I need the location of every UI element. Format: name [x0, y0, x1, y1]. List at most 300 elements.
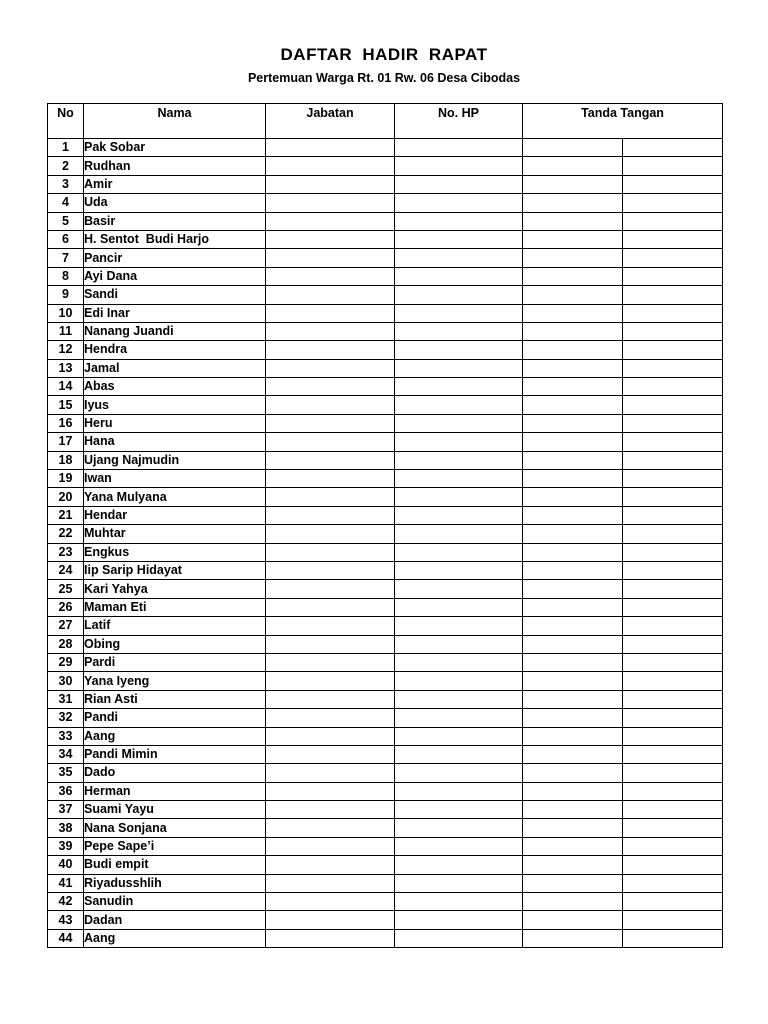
table-row — [48, 230, 723, 248]
cell-jabatan — [266, 470, 395, 488]
cell-nama: Dado — [84, 764, 266, 782]
cell-nama: Ayi Dana — [84, 267, 266, 285]
table-row — [48, 801, 723, 819]
cell-tanda-tangan-left — [523, 157, 623, 175]
cell-nama: Uda — [84, 194, 266, 212]
cell-tanda-tangan-right — [623, 249, 723, 267]
cell-tanda-tangan-right — [623, 267, 723, 285]
cell-no: 9 — [48, 286, 84, 304]
cell-jabatan — [266, 745, 395, 763]
cell-no: 19 — [48, 470, 84, 488]
cell-jabatan — [266, 506, 395, 524]
cell-nama: Heru — [84, 414, 266, 432]
cell-no: 30 — [48, 672, 84, 690]
cell-tanda-tangan-left — [523, 911, 623, 929]
cell-tanda-tangan-right — [623, 727, 723, 745]
cell-nama: Hendra — [84, 341, 266, 359]
cell-tanda-tangan-left — [523, 819, 623, 837]
cell-no: 38 — [48, 819, 84, 837]
cell-no: 43 — [48, 911, 84, 929]
cell-tanda-tangan-right — [623, 322, 723, 340]
table-row — [48, 433, 723, 451]
cell-no: 22 — [48, 525, 84, 543]
cell-no-hp — [395, 561, 523, 579]
cell-tanda-tangan-right — [623, 690, 723, 708]
cell-tanda-tangan-right — [623, 561, 723, 579]
cell-no-hp — [395, 911, 523, 929]
cell-jabatan — [266, 286, 395, 304]
cell-nama: Riyadusshlih — [84, 874, 266, 892]
cell-tanda-tangan-right — [623, 598, 723, 616]
cell-no-hp — [395, 653, 523, 671]
table-row — [48, 194, 723, 212]
cell-tanda-tangan-right — [623, 359, 723, 377]
cell-tanda-tangan-left — [523, 543, 623, 561]
cell-no-hp — [395, 635, 523, 653]
cell-jabatan — [266, 598, 395, 616]
cell-no: 41 — [48, 874, 84, 892]
cell-nama: Pancir — [84, 249, 266, 267]
header-no-hp: No. HP — [395, 104, 523, 139]
cell-no: 20 — [48, 488, 84, 506]
table-row — [48, 396, 723, 414]
cell-tanda-tangan-right — [623, 304, 723, 322]
cell-tanda-tangan-left — [523, 175, 623, 193]
cell-tanda-tangan-left — [523, 525, 623, 543]
cell-jabatan — [266, 157, 395, 175]
cell-jabatan — [266, 635, 395, 653]
cell-no-hp — [395, 672, 523, 690]
cell-no-hp — [395, 194, 523, 212]
table-row — [48, 874, 723, 892]
cell-no: 23 — [48, 543, 84, 561]
cell-tanda-tangan-left — [523, 874, 623, 892]
cell-tanda-tangan-right — [623, 837, 723, 855]
cell-tanda-tangan-right — [623, 819, 723, 837]
cell-no: 13 — [48, 359, 84, 377]
cell-tanda-tangan-right — [623, 543, 723, 561]
document-header — [0, 44, 768, 86]
cell-no-hp — [395, 341, 523, 359]
cell-nama: Pak Sobar — [84, 139, 266, 157]
header-no: No — [48, 104, 84, 139]
cell-nama: Abas — [84, 378, 266, 396]
table-row — [48, 727, 723, 745]
cell-jabatan — [266, 561, 395, 579]
cell-tanda-tangan-right — [623, 580, 723, 598]
cell-jabatan — [266, 175, 395, 193]
cell-no: 40 — [48, 856, 84, 874]
cell-jabatan — [266, 672, 395, 690]
cell-no-hp — [395, 451, 523, 469]
cell-no-hp — [395, 893, 523, 911]
cell-no-hp — [395, 764, 523, 782]
cell-no: 16 — [48, 414, 84, 432]
cell-no: 24 — [48, 561, 84, 579]
cell-nama: Obing — [84, 635, 266, 653]
cell-jabatan — [266, 414, 395, 432]
cell-nama: Maman Eti — [84, 598, 266, 616]
cell-tanda-tangan-left — [523, 359, 623, 377]
cell-no: 7 — [48, 249, 84, 267]
cell-no-hp — [395, 322, 523, 340]
table-row — [48, 414, 723, 432]
cell-nama: Aang — [84, 929, 266, 947]
cell-tanda-tangan-right — [623, 893, 723, 911]
cell-jabatan — [266, 727, 395, 745]
cell-tanda-tangan-right — [623, 709, 723, 727]
cell-tanda-tangan-left — [523, 561, 623, 579]
cell-no: 29 — [48, 653, 84, 671]
cell-tanda-tangan-right — [623, 212, 723, 230]
cell-no: 44 — [48, 929, 84, 947]
cell-tanda-tangan-left — [523, 598, 623, 616]
cell-no: 36 — [48, 782, 84, 800]
cell-nama: Latif — [84, 617, 266, 635]
cell-no: 3 — [48, 175, 84, 193]
cell-no-hp — [395, 304, 523, 322]
cell-jabatan — [266, 893, 395, 911]
cell-no: 15 — [48, 396, 84, 414]
cell-no: 27 — [48, 617, 84, 635]
cell-jabatan — [266, 212, 395, 230]
cell-nama: Kari Yahya — [84, 580, 266, 598]
table-row — [48, 249, 723, 267]
cell-jabatan — [266, 396, 395, 414]
cell-nama: Engkus — [84, 543, 266, 561]
cell-jabatan — [266, 580, 395, 598]
cell-no: 14 — [48, 378, 84, 396]
cell-no-hp — [395, 286, 523, 304]
table-row — [48, 856, 723, 874]
cell-nama: Muhtar — [84, 525, 266, 543]
cell-jabatan — [266, 451, 395, 469]
cell-tanda-tangan-left — [523, 451, 623, 469]
cell-no: 33 — [48, 727, 84, 745]
cell-no: 10 — [48, 304, 84, 322]
table-row — [48, 819, 723, 837]
cell-no-hp — [395, 230, 523, 248]
cell-nama: Sanudin — [84, 893, 266, 911]
cell-jabatan — [266, 929, 395, 947]
cell-no-hp — [395, 139, 523, 157]
attendance-table-body — [48, 139, 723, 948]
cell-jabatan — [266, 249, 395, 267]
cell-jabatan — [266, 341, 395, 359]
cell-no: 2 — [48, 157, 84, 175]
cell-nama: Iyus — [84, 396, 266, 414]
table-row — [48, 635, 723, 653]
cell-tanda-tangan-right — [623, 414, 723, 432]
cell-tanda-tangan-left — [523, 414, 623, 432]
cell-no-hp — [395, 359, 523, 377]
cell-tanda-tangan-right — [623, 617, 723, 635]
cell-nama: Aang — [84, 727, 266, 745]
cell-no-hp — [395, 617, 523, 635]
cell-nama: Ujang Najmudin — [84, 451, 266, 469]
cell-tanda-tangan-left — [523, 782, 623, 800]
cell-nama: Rian Asti — [84, 690, 266, 708]
table-row — [48, 506, 723, 524]
cell-tanda-tangan-right — [623, 506, 723, 524]
cell-tanda-tangan-right — [623, 194, 723, 212]
cell-nama: Dadan — [84, 911, 266, 929]
cell-tanda-tangan-left — [523, 837, 623, 855]
cell-tanda-tangan-right — [623, 929, 723, 947]
cell-jabatan — [266, 139, 395, 157]
cell-nama: Basir — [84, 212, 266, 230]
table-row — [48, 267, 723, 285]
cell-tanda-tangan-left — [523, 249, 623, 267]
cell-tanda-tangan-right — [623, 286, 723, 304]
cell-nama: Iwan — [84, 470, 266, 488]
table-row — [48, 157, 723, 175]
cell-jabatan — [266, 819, 395, 837]
cell-jabatan — [266, 322, 395, 340]
table-row — [48, 598, 723, 616]
cell-no-hp — [395, 580, 523, 598]
cell-no-hp — [395, 506, 523, 524]
table-row — [48, 580, 723, 598]
cell-no: 35 — [48, 764, 84, 782]
cell-tanda-tangan-left — [523, 893, 623, 911]
cell-tanda-tangan-right — [623, 451, 723, 469]
cell-nama: Suami Yayu — [84, 801, 266, 819]
cell-nama: Iip Sarip Hidayat — [84, 561, 266, 579]
cell-tanda-tangan-right — [623, 139, 723, 157]
cell-tanda-tangan-left — [523, 709, 623, 727]
cell-no-hp — [395, 249, 523, 267]
table-row — [48, 139, 723, 157]
cell-jabatan — [266, 911, 395, 929]
cell-nama: Sandi — [84, 286, 266, 304]
header-tanda-tangan: Tanda Tangan — [523, 104, 723, 139]
cell-jabatan — [266, 488, 395, 506]
cell-nama: Nana Sonjana — [84, 819, 266, 837]
cell-tanda-tangan-left — [523, 230, 623, 248]
cell-no: 12 — [48, 341, 84, 359]
cell-tanda-tangan-right — [623, 341, 723, 359]
table-row — [48, 322, 723, 340]
cell-tanda-tangan-right — [623, 856, 723, 874]
attendance-table — [47, 103, 723, 948]
table-row — [48, 782, 723, 800]
cell-no: 4 — [48, 194, 84, 212]
cell-tanda-tangan-right — [623, 635, 723, 653]
cell-no: 31 — [48, 690, 84, 708]
cell-no-hp — [395, 782, 523, 800]
cell-no: 18 — [48, 451, 84, 469]
cell-tanda-tangan-right — [623, 653, 723, 671]
cell-tanda-tangan-right — [623, 175, 723, 193]
cell-nama: Herman — [84, 782, 266, 800]
table-row — [48, 672, 723, 690]
cell-tanda-tangan-left — [523, 506, 623, 524]
cell-no-hp — [395, 598, 523, 616]
cell-no-hp — [395, 745, 523, 763]
cell-no-hp — [395, 378, 523, 396]
cell-jabatan — [266, 617, 395, 635]
cell-no-hp — [395, 690, 523, 708]
cell-no-hp — [395, 433, 523, 451]
cell-no: 34 — [48, 745, 84, 763]
cell-no-hp — [395, 396, 523, 414]
cell-tanda-tangan-left — [523, 267, 623, 285]
cell-nama: Budi empit — [84, 856, 266, 874]
table-row — [48, 745, 723, 763]
table-row — [48, 893, 723, 911]
cell-tanda-tangan-left — [523, 470, 623, 488]
cell-no: 42 — [48, 893, 84, 911]
cell-nama: Hana — [84, 433, 266, 451]
cell-tanda-tangan-left — [523, 801, 623, 819]
table-row — [48, 470, 723, 488]
cell-no-hp — [395, 543, 523, 561]
cell-tanda-tangan-right — [623, 672, 723, 690]
cell-jabatan — [266, 764, 395, 782]
cell-no-hp — [395, 267, 523, 285]
cell-no-hp — [395, 525, 523, 543]
cell-no-hp — [395, 488, 523, 506]
cell-no: 25 — [48, 580, 84, 598]
table-row — [48, 286, 723, 304]
cell-tanda-tangan-right — [623, 157, 723, 175]
cell-tanda-tangan-right — [623, 874, 723, 892]
cell-jabatan — [266, 709, 395, 727]
table-row — [48, 451, 723, 469]
cell-tanda-tangan-left — [523, 727, 623, 745]
table-row — [48, 617, 723, 635]
cell-tanda-tangan-right — [623, 396, 723, 414]
cell-tanda-tangan-right — [623, 911, 723, 929]
cell-no: 17 — [48, 433, 84, 451]
cell-no: 21 — [48, 506, 84, 524]
cell-tanda-tangan-left — [523, 488, 623, 506]
cell-tanda-tangan-left — [523, 322, 623, 340]
table-row — [48, 341, 723, 359]
table-row — [48, 175, 723, 193]
cell-jabatan — [266, 304, 395, 322]
header-nama: Nama — [84, 104, 266, 139]
cell-no-hp — [395, 874, 523, 892]
cell-no: 26 — [48, 598, 84, 616]
cell-jabatan — [266, 874, 395, 892]
cell-tanda-tangan-left — [523, 856, 623, 874]
cell-no-hp — [395, 819, 523, 837]
cell-tanda-tangan-left — [523, 139, 623, 157]
table-row — [48, 690, 723, 708]
cell-tanda-tangan-right — [623, 801, 723, 819]
cell-tanda-tangan-left — [523, 653, 623, 671]
cell-tanda-tangan-left — [523, 286, 623, 304]
cell-tanda-tangan-left — [523, 580, 623, 598]
cell-jabatan — [266, 856, 395, 874]
cell-nama: Pepe Sape’i — [84, 837, 266, 855]
cell-no: 1 — [48, 139, 84, 157]
cell-tanda-tangan-left — [523, 690, 623, 708]
cell-no: 8 — [48, 267, 84, 285]
cell-tanda-tangan-left — [523, 378, 623, 396]
cell-no: 32 — [48, 709, 84, 727]
table-row — [48, 488, 723, 506]
cell-no: 37 — [48, 801, 84, 819]
document-title: DAFTAR HADIR RAPAT — [280, 45, 488, 64]
cell-tanda-tangan-left — [523, 304, 623, 322]
cell-nama: Pardi — [84, 653, 266, 671]
cell-jabatan — [266, 194, 395, 212]
table-header-row — [48, 104, 723, 139]
cell-tanda-tangan-left — [523, 341, 623, 359]
cell-jabatan — [266, 433, 395, 451]
cell-tanda-tangan-left — [523, 764, 623, 782]
table-row — [48, 929, 723, 947]
table-row — [48, 561, 723, 579]
cell-tanda-tangan-left — [523, 672, 623, 690]
table-row — [48, 764, 723, 782]
cell-jabatan — [266, 690, 395, 708]
cell-no-hp — [395, 212, 523, 230]
cell-nama: Jamal — [84, 359, 266, 377]
cell-tanda-tangan-right — [623, 230, 723, 248]
cell-tanda-tangan-right — [623, 525, 723, 543]
cell-jabatan — [266, 267, 395, 285]
cell-tanda-tangan-right — [623, 433, 723, 451]
cell-nama: Rudhan — [84, 157, 266, 175]
table-row — [48, 709, 723, 727]
table-row — [48, 543, 723, 561]
cell-nama: Yana Mulyana — [84, 488, 266, 506]
cell-no-hp — [395, 856, 523, 874]
cell-no-hp — [395, 175, 523, 193]
cell-jabatan — [266, 378, 395, 396]
cell-tanda-tangan-left — [523, 396, 623, 414]
cell-jabatan — [266, 782, 395, 800]
cell-tanda-tangan-right — [623, 764, 723, 782]
cell-tanda-tangan-left — [523, 212, 623, 230]
table-row — [48, 304, 723, 322]
cell-jabatan — [266, 230, 395, 248]
cell-nama: Hendar — [84, 506, 266, 524]
cell-no: 39 — [48, 837, 84, 855]
table-row — [48, 653, 723, 671]
cell-no: 6 — [48, 230, 84, 248]
header-jabatan: Jabatan — [266, 104, 395, 139]
cell-nama: Pandi — [84, 709, 266, 727]
cell-no: 11 — [48, 322, 84, 340]
cell-tanda-tangan-right — [623, 745, 723, 763]
cell-jabatan — [266, 837, 395, 855]
cell-tanda-tangan-left — [523, 194, 623, 212]
cell-no-hp — [395, 470, 523, 488]
cell-nama: Nanang Juandi — [84, 322, 266, 340]
cell-tanda-tangan-left — [523, 617, 623, 635]
cell-no-hp — [395, 929, 523, 947]
table-row — [48, 837, 723, 855]
table-row — [48, 359, 723, 377]
cell-jabatan — [266, 359, 395, 377]
cell-tanda-tangan-left — [523, 929, 623, 947]
cell-no-hp — [395, 727, 523, 745]
cell-nama: H. Sentot Budi Harjo — [84, 230, 266, 248]
cell-tanda-tangan-left — [523, 745, 623, 763]
cell-jabatan — [266, 801, 395, 819]
cell-nama: Amir — [84, 175, 266, 193]
cell-tanda-tangan-right — [623, 488, 723, 506]
cell-tanda-tangan-right — [623, 782, 723, 800]
table-row — [48, 212, 723, 230]
table-row — [48, 525, 723, 543]
cell-tanda-tangan-right — [623, 470, 723, 488]
